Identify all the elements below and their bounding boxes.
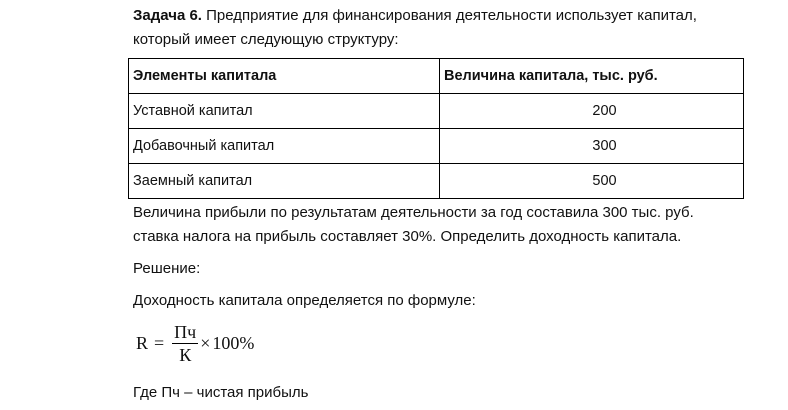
table-cell-name: Заемный капитал [129,164,440,199]
formula-legend: Где Пч – чистая прибыль [133,384,309,401]
capital-structure-table [128,58,744,199]
table-row [129,94,744,129]
table-row [129,164,744,199]
task-statement-line-1 [133,5,697,27]
task-text-line-1: Предприятие для финансирования деятельности использует капитал, [206,7,697,24]
table-header-elements: Элементы капитала [129,59,440,94]
table-row [129,129,744,164]
table-cell-value: 200 [440,94,744,129]
table-header-amount: Величина капитала, тыс. руб. [440,59,744,94]
formula-times: × [200,333,211,353]
formula-equals: = [154,333,165,353]
formula-factor: 100% [212,333,255,353]
formula-numerator: Пч [174,322,197,342]
solution-label: Решение: [133,260,201,277]
table-cell-name: Уставной капитал [129,94,440,129]
table-cell-value: 300 [440,129,744,164]
conditions-line-2: ставка налога на прибыль составляет 30%. Определить доходность капитала. [133,228,682,245]
formula-denominator: К [179,345,192,365]
task-title: Задача 6. [133,7,202,24]
conditions-line-1: Величина прибыли по результатам деятельности за год составила 300 тыс. руб. [133,204,694,221]
formula-lhs: R [136,333,149,353]
formula-intro: Доходность капитала определяется по формуле: [133,292,476,309]
table-header-row [129,59,744,94]
table-cell-value: 500 [440,164,744,199]
formula-fraction [172,322,198,365]
table-cell-name: Добавочный капитал [129,129,440,164]
task-text-line-2: который имеет следующую структуру: [133,31,399,48]
return-on-capital-formula [136,322,254,365]
